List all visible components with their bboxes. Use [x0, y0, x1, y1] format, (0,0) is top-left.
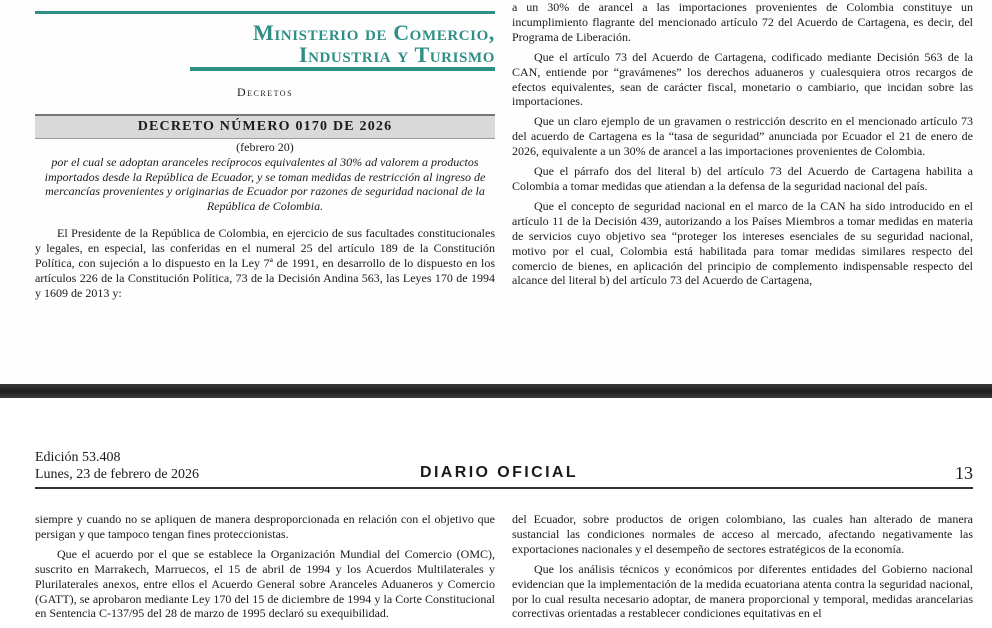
bottom-left-column: [35, 512, 495, 626]
right-column-top: [512, 0, 973, 293]
ministry-title: [170, 22, 495, 66]
paragraph: Que el párrafo dos del literal b) del artículo 73 del Acuerdo de Cartagena habilita a Colombia a tomar medidas que atiendan a la defensa de la seguridad nacional del país.: [512, 164, 973, 193]
decree-summary: por el cual se adoptan aranceles recíprocos equivalentes al 30% ad valorem a productos importados desde la República de Ecuador, y se toman medidas de restricción al ingreso de mercancías provenientes y originarias de Ecuador por razones de seguridad nacional de la República de Colombia.: [44, 155, 486, 213]
publication-date: Lunes, 23 de febrero de 2026: [35, 467, 200, 482]
decree-date: (febrero 20): [236, 140, 294, 154]
edition-number: Edición 53.408: [35, 450, 121, 465]
ministry-title-line2: Industria y Turismo: [298, 42, 495, 67]
section-label: Decretos: [236, 85, 294, 99]
publication-name: DIARIO OFICIAL: [420, 464, 579, 481]
paragraph: a un 30% de arancel a las importaciones provenientes de Colombia constituye un incumplimiento flagrante del mencionado artículo 72 del Acuerdo de Cartagena, es decir, del Programa de Liberación.: [512, 0, 973, 44]
header-rule: [35, 487, 973, 489]
paragraph: siempre y cuando no se apliquen de manera desproporcionada en relación con el objetivo que persigan y que tampoco tengan fines proteccionistas.: [35, 512, 495, 541]
paragraph: Que el acuerdo por el que se establece la Organización Mundial del Comercio (OMC), suscrito en Marrakech, Marruecos, el 15 de abril de 1994 y los Acuerdos Multilaterales y Plurilaterales anexos, entre ellos el Acuerdo General sobre Aranceles Aduaneros y Comercio (GATT), se aprobaron mediante Ley 170 del 15 de diciembre de 1994 y la Corte Constitucional en Sentencia C-137/95 del 28 de marzo de 1995 declaró su exequibilidad.: [35, 546, 495, 621]
bottom-right-column: [512, 512, 973, 626]
page-number: 13: [955, 463, 973, 483]
paragraph: Que un claro ejemplo de un gravamen o restricción descrito en el mencionado artículo 73 del acuerdo de Cartagena es la “tasa de seguridad” anunciada por Ecuador el 21 de enero de 2026, equivalente a un 30% de arancel a las importaciones provenientes de Colombia.: [512, 114, 973, 159]
decree-intro: El Presidente de la República de Colombia, en ejercicio de sus facultades constitucionales y legales, en especial, las conferidas en el numeral 25 del artículo 189 de la Constitución Política, con sujeción a lo dispuesto en la Ley 7ª de 1991, en desarrollo de lo dispuesto en los artículos 226 de la Constitución Política, 73 de la Decisión Andina 563, las Leyes 170 de 1994 y 1609 de 2013 y:: [35, 226, 495, 300]
decree-title: DECRETO NÚMERO 0170 DE 2026: [35, 114, 495, 139]
page-divider: [0, 384, 992, 398]
paragraph: Que los análisis técnicos y económicos por diferentes entidades del Gobierno nacional evidencian que la implementación de la medida ecuatoriana atenta contra la seguridad nacional, por lo cual resulta necesario adoptar, de manera proporcional y temporal, medidas arancelarias correctivas orientadas a restablecer condiciones equitativas en el: [512, 561, 973, 621]
ministry-title-line1: Ministerio de Comercio,: [253, 20, 495, 45]
ministry-rule: [190, 67, 495, 71]
paragraph: Que el artículo 73 del Acuerdo de Cartagena, codificado mediante Decisión 563 de la CAN, entiende por “gravámenes” los derechos aduaneros y cualesquiera otros recargos de efectos equivalentes, sean de carácter fiscal, monetario o cambiario, que incidan sobre las importaciones.: [512, 49, 973, 109]
paragraph: del Ecuador, sobre productos de origen colombiano, las cuales han alterado de manera sustancial las condiciones normales de acceso al mercado, afectando negativamente las exportaciones nacionales y el desempeño de sectores estratégicos de la economía.: [512, 512, 973, 556]
top-accent-rule: [35, 11, 495, 14]
paragraph: Que el concepto de seguridad nacional en el marco de la CAN ha sido introducido en el artículo 11 de la Decisión 439, autorizando a los Países Miembros a tomar medidas en materia de servicios cuyo objetivo sea “proteger los intereses esenciales de su seguridad nacional, motivo por el cual, Colombia está habilitada para tomar medidas similares respecto del comercio de bienes, en aplicación del principio de complemento indispensable respecto del alcance del literal b) del artículo 73 del Acuerdo de Cartagena,: [512, 198, 973, 288]
